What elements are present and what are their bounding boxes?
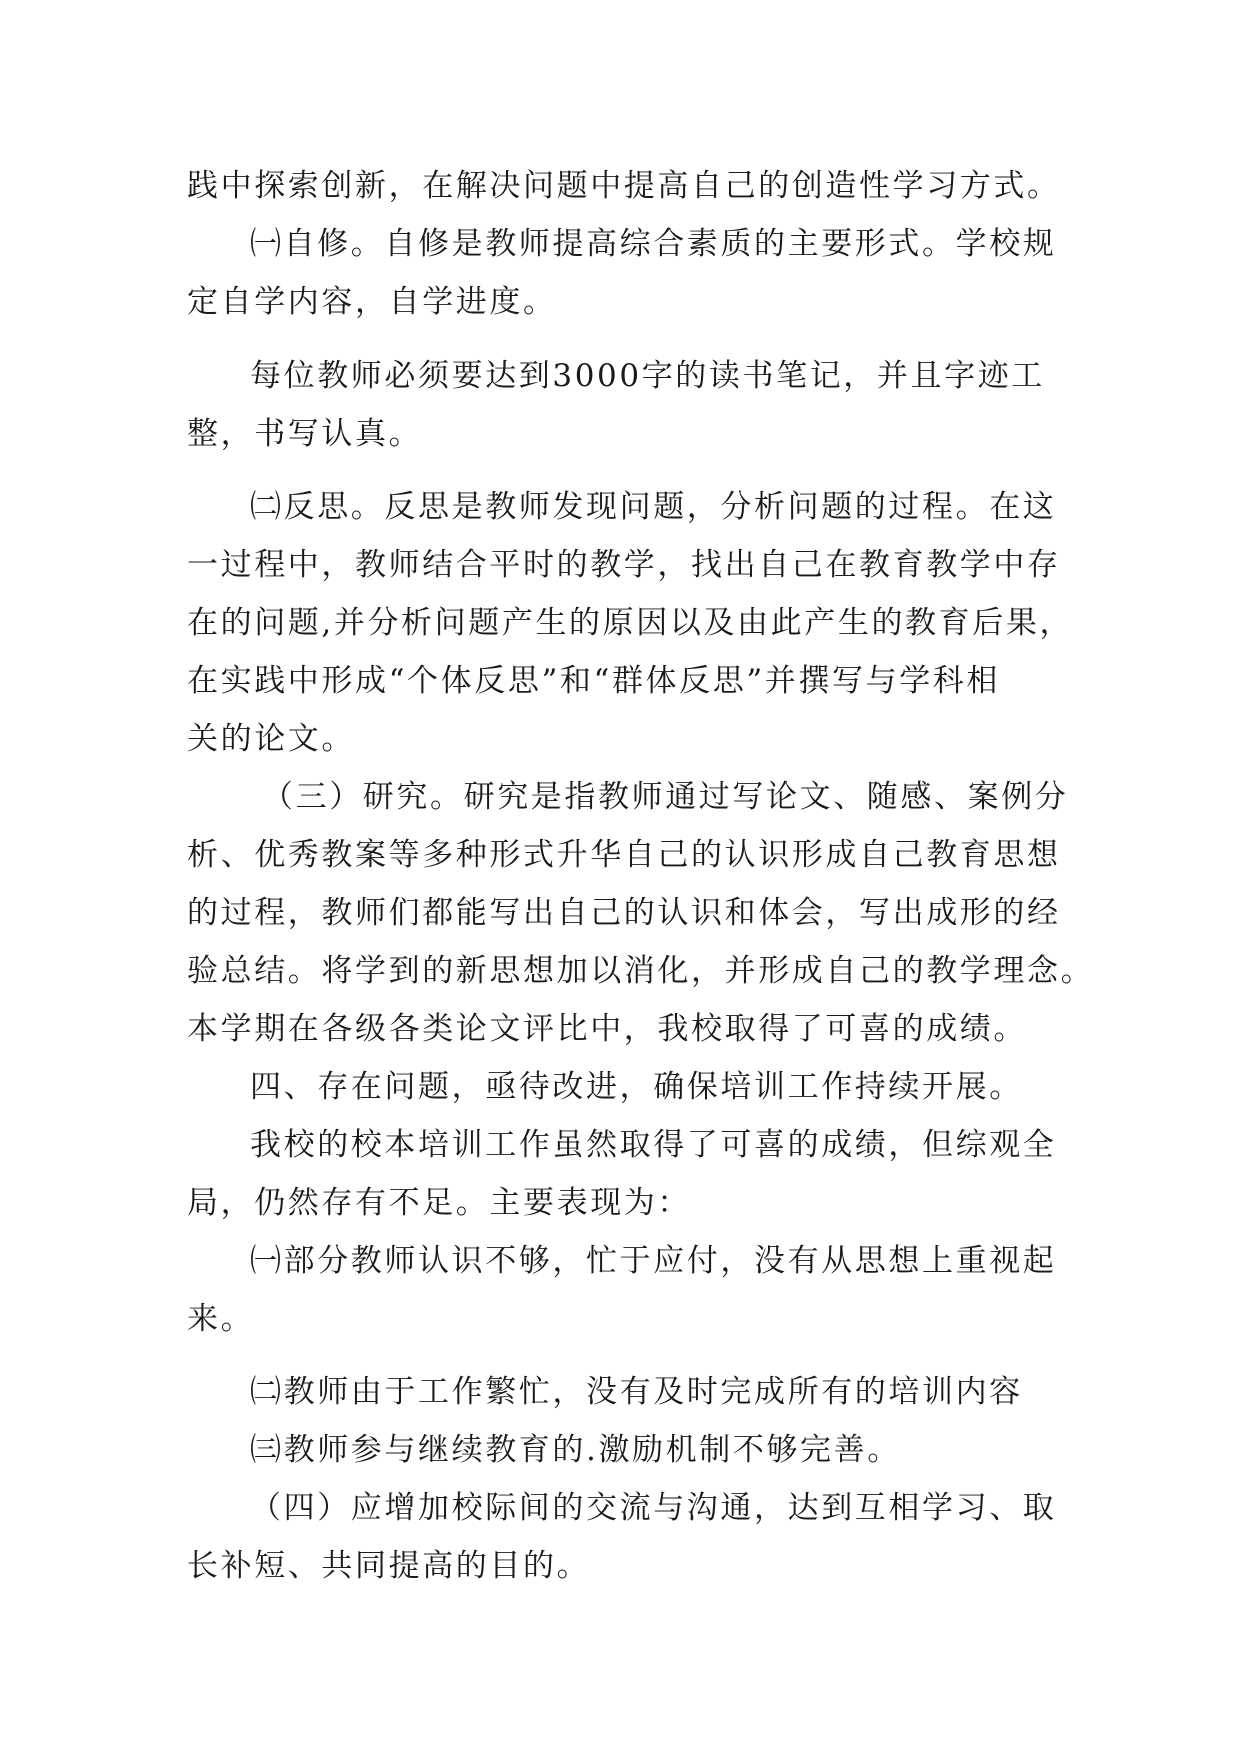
text-line: 在的问题,并分析问题产生的原因以及由此产生的教育后果，	[187, 605, 1074, 641]
text-line: 一过程中，教师结合平时的教学，找出自己在教育教学中存	[187, 547, 1061, 583]
text-line: 在实践中形成“个体反思”和“群体反思”并撰写与学科相	[187, 663, 1000, 699]
text-line: ㈢教师参与继续教育的.激励机制不够完善。	[250, 1432, 901, 1468]
text-line: 本学期在各级各类论文评比中，我校取得了可喜的成绩。	[187, 1011, 1027, 1047]
text-line: 定自学内容，自学进度。	[187, 284, 557, 320]
text-line: ㈡教师由于工作繁忙，没有及时完成所有的培训内容	[250, 1374, 1023, 1410]
text-line: 我校的校本培训工作虽然取得了可喜的成绩，但综观全	[250, 1127, 1057, 1163]
text-line: （四）应增加校际间的交流与沟通，达到互相学习、取	[250, 1490, 1057, 1526]
text-line: 析、优秀教案等多种形式升华自己的认识形成自己教育思想	[187, 837, 1061, 873]
text-line: 关的论文。	[187, 721, 355, 757]
text-line: ㈠自修。自修是教师提高综合素质的主要形式。学校规	[250, 226, 1057, 262]
text-line: 整，书写认真。	[187, 416, 423, 452]
text-line: ㈡反思。反思是教师发现问题，分析问题的过程。在这	[250, 489, 1057, 525]
text-line: ㈠部分教师认识不够，忙于应付，没有从思想上重视起	[250, 1243, 1057, 1279]
text-line: 长补短、共同提高的目的。	[187, 1548, 591, 1584]
text-line: 四、存在问题，亟待改进，确保培训工作持续开展。	[250, 1069, 1023, 1105]
text-line: 的过程，教师们都能写出自己的认识和体会，写出成形的经	[187, 895, 1061, 931]
text-line: 每位教师必须要达到3000字的读书笔记，并且字迹工	[250, 358, 1045, 394]
text-line: 验总结。将学到的新思想加以消化，并形成自己的教学理念。	[187, 953, 1095, 989]
text-line: 践中探索创新，在解决问题中提高自己的创造性学习方式。	[187, 168, 1061, 204]
text-line: 局，仍然存有不足。主要表现为：	[187, 1185, 691, 1221]
text-line: 来。	[187, 1301, 255, 1337]
text-line: （三）研究。研究是指教师通过写论文、随感、案例分	[262, 779, 1069, 815]
